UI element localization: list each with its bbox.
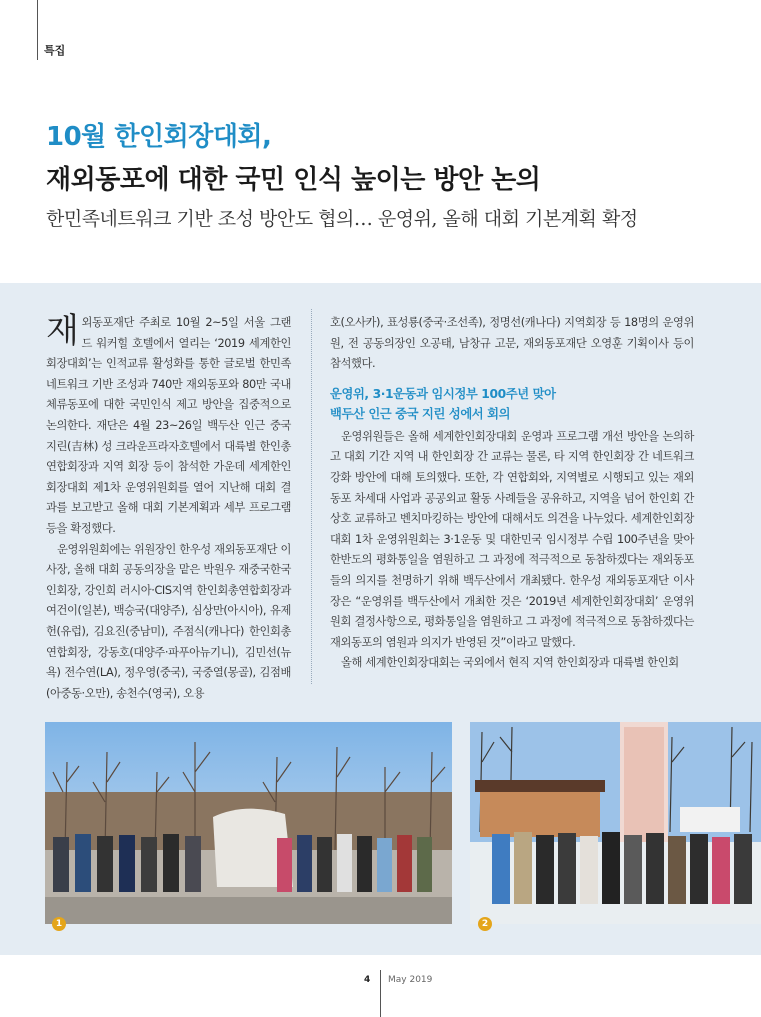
section-subhead [330, 384, 694, 424]
article-subtitle: 한민족네트워크 기반 조성 방안도 협의… 운영위, 올해 대회 기본계획 확정 [46, 208, 638, 230]
header-rule [37, 0, 38, 60]
column-divider [311, 309, 312, 684]
photo-badge-2: 2 [478, 917, 492, 931]
footer-rule [380, 970, 381, 1017]
right-column [330, 313, 694, 674]
drop-cap: 재 [46, 311, 79, 351]
section-tag: 특집 [44, 44, 66, 57]
issue-date: May 2019 [388, 975, 433, 985]
subhead-line1: 운영위, 3·1운동과 임시정부 100주년 맞아 [330, 386, 556, 401]
page-number: 4 [364, 975, 371, 985]
right-paragraph-3: 올해 세계한인회장대회는 국외에서 현직 지역 한인회장과 대륙별 한인회 [341, 656, 679, 670]
left-column [46, 313, 291, 704]
article-title-line1: 10월 한인회장대회, [46, 122, 272, 152]
article-title-line2: 재외동포에 대한 국민 인식 높이는 방안 논의 [46, 165, 541, 195]
left-paragraph-1 [46, 313, 291, 540]
photo-badge-1: 1 [52, 917, 66, 931]
group-photo-monument [45, 722, 452, 924]
left-paragraph-2: 운영위원회에는 위원장인 한우성 재외동포재단 이사장, 올해 대회 공동의장을 맡은 박원우 재중국한국인회장, 강인희 러시아·CIS지역 한인회총연합회장과 여건이(일본), 백승국(대양주), 심상만(아시아), 유제헌(유럽), 김요진(중남미), 주점식(캐나다) 한인회총연합회장, 강동호(대양주·파푸아뉴기니), 김민선(뉴욕) 전수연(LA), 정우영(중국), 국중열(몽골), 김점배(아중동·오만), 송천수(영국), 오용 [46, 542, 291, 700]
right-paragraph-1: 호(오사카), 표성룡(중국·조선족), 정명선(캐나다) 지역회장 등 18명의 운영위원, 전 공동의장인 오공태, 남창규 고문, 재외동포재단 오영훈 기획이사 등이 참석했다. [330, 316, 694, 371]
right-paragraph-2: 운영위원들은 올해 세계한인회장대회 운영과 프로그램 개선 방안을 논의하고 대회 기간 지역 내 한인회장 간 교류는 물론, 타 지역 한인회장 간 네트워크 강화 방안에 대해 토의했다. 또한, 각 연합회와, 지역별로 시행되고 있는 재외동포 차세대 사업과 공공외교 활동 사례들을 공유하고, 지역을 넘어 한인회 간 상호 교류하고 벤치마킹하는 방안에 대해서도 의견을 나누었다. 세계한인회장대회 1차 운영위원회는 3·1운동 및 대한민국 임시정부 수립 100주년을 맞아 한반도의 평화통일을 염원하고 그 과정에 적극적으로 동참하겠다는 재외동포들의 의지를 천명하기 위해 백두산에서 개최됐다. 한우성 재외동포재단 이사장은 “운영위를 백두산에서 개최한 것은 ‘2019년 세계한인회장대회’ 운영위원회 결정사항으로, 평화통일을 염원하고 그 과정에 적극적으로 동참하겠다는 재외동포의 염원과 의지가 반영된 것”이라고 말했다. [330, 429, 694, 649]
group-photo-gate [470, 722, 761, 924]
left-paragraph-1-text: 외동포재단 주최로 10월 2~5일 서울 그랜드 워커힐 호텔에서 열리는 ‘2019 세계한인회장대회’는 인적교류 활성화를 통한 글로벌 한민족네트워크 기반 조성과 740만 재외동포와 80만 국내 체류동포에 대한 국민인식 제고 방안을 집중적으로 논의한다. 재단은 4월 23~26일 백두산 인근 중국 지린(吉林) 성 크라운프라자호텔에서 대륙별 한인총연합회장과 지역 회장 등이 참석한 가운데 세계한인회장대회 제1차 운영위원회를 열어 지난해 대회 결과를 보고받고 올해 대회 기본계획과 세부 프로그램 등을 확정했다. [46, 316, 291, 535]
subhead-line2: 백두산 인근 중국 지린 성에서 회의 [330, 406, 511, 421]
